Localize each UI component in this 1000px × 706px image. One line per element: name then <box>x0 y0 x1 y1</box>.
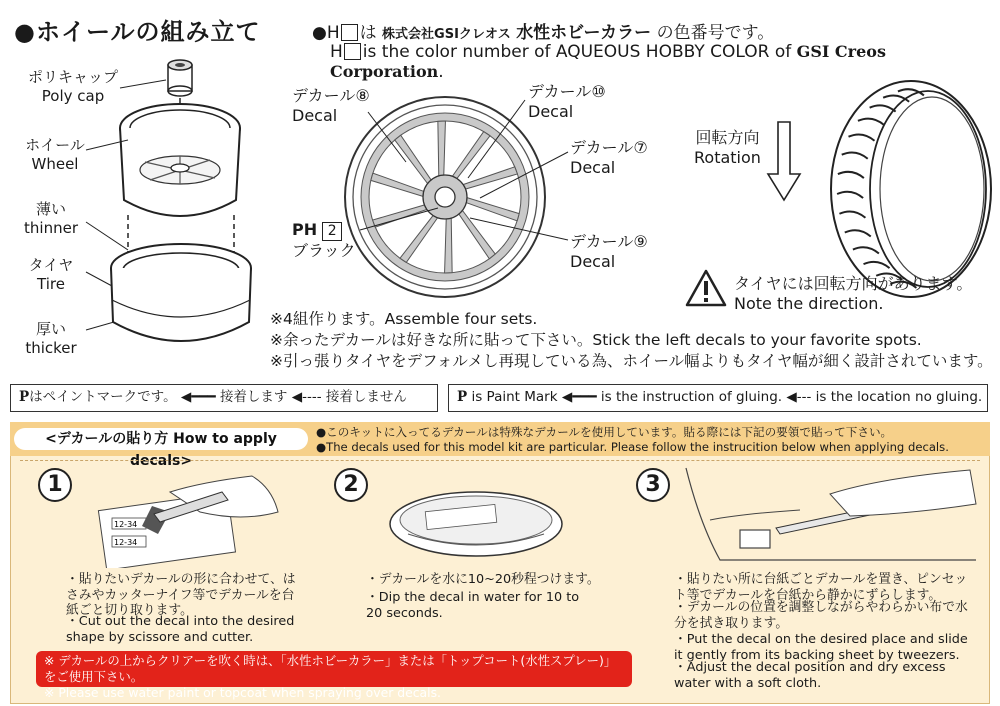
decal-7-label: デカール⑦ Decal <box>570 138 648 177</box>
thicker-label: 厚い thicker <box>25 320 77 357</box>
step-1-text-en: ・Cut out the decal into the desired shape by scissore and cutter. <box>66 614 295 645</box>
step-3-number: 3 <box>636 468 670 502</box>
thinner-label: 薄い thinner <box>24 200 78 237</box>
decal-9-label: デカール⑨ Decal <box>570 232 648 271</box>
note-line: ※引っ張りタイヤをデフォルメし再現している為、ホイール幅よりもタイヤ幅が細く設計されています。 <box>270 352 993 370</box>
rotation-label: 回転方向 Rotation <box>694 128 761 167</box>
color-note-en: H is the color number of AQUEOUS HOBBY COLOR of GSI Creos Corporation. <box>330 42 886 82</box>
step-3-text-jp: ・貼りたい所に台紙ごとデカールを置き、ピンセット等でデカールを台紙から静かにずらします。 <box>674 572 968 603</box>
legend-jp: Pはペイントマークです。 ◀━━━ 接着します ◀‐‐‐‐ 接着しません <box>10 384 438 412</box>
wheel-label: ホイール Wheel <box>25 136 85 173</box>
assembly-notes <box>270 309 993 372</box>
decal-10-label: デカール⑩ Decal <box>528 82 606 121</box>
decal-8-label: デカール⑧ Decal <box>292 86 370 125</box>
color-number-box <box>344 43 361 60</box>
step-1-illustration <box>82 462 282 568</box>
paint-mark-label: PH 2 ブラック <box>292 220 356 260</box>
rotation-arrow-icon <box>764 116 804 206</box>
polycap-illustration <box>168 60 192 96</box>
legend-en: P is Paint Mark ◀━━━ is the instruction of gluing. ◀‐‐‐ is the location no gluing. <box>448 384 988 412</box>
step-1-number: 1 <box>38 468 72 502</box>
step-2-number: 2 <box>334 468 368 502</box>
page-title: ●ホイールの組み立て <box>14 18 261 46</box>
color-note-jp: ●H は 株式会社GSIクレオス 水性ホビーカラー の色番号です。 <box>312 23 775 43</box>
tire-label: タイヤ Tire <box>28 256 74 293</box>
step-2-text-jp: ・デカールを水に10~20秒程つけます。 <box>366 572 600 587</box>
tire-tread-illustration <box>806 76 996 302</box>
step-2-illustration <box>386 480 566 562</box>
divider <box>20 460 980 461</box>
tire-illustration <box>111 244 251 341</box>
svg-text:12-34: 12-34 <box>114 538 138 547</box>
warning-banner: ※ デカールの上からクリアーを吹く時は、「水性ホビーカラー」または「トップコート(水性スプレー)」をご使用下さい。 ※ Please use water paint or topcoat when spraying over decals. <box>36 651 632 687</box>
step-2-text-en: ・Dip the decal in water for 10 to 20 seconds. <box>366 590 580 621</box>
step-3-text-jp-2: ・デカールの位置を調整しながらやわらかい布で水分を拭き取ります。 <box>674 600 968 631</box>
note-line: ※余ったデカールは好きな所に貼って下さい。Stick the left decals to your favorite spots. <box>270 331 922 349</box>
step-3-illustration <box>680 464 980 568</box>
warning-triangle-icon <box>684 268 728 308</box>
wheel-illustration <box>120 104 240 216</box>
color-number-box <box>341 24 358 41</box>
step-1-text-jp: ・貼りたいデカールの形に合わせて、はさみやカッターナイフ等でデカールを台紙ごと切り取ります。 <box>66 572 296 618</box>
step-3-text-en: ・Put the decal on the desired place and slide it gently from its backing sheet by tweezers. <box>674 632 968 663</box>
polycap-label: ポリキャップ Poly cap <box>28 68 119 105</box>
svg-text:12-34: 12-34 <box>114 520 138 529</box>
how-to-note: ●このキットに入ってるデカールは特殊なデカールを使用しています。貼る際には下記の要領で貼って下さい。 ●The decals used for this model kit are particular. Please follow the instrucition below when applying decals. <box>316 425 949 454</box>
direction-note: タイヤには回転方向があります。 Note the direction. <box>734 274 973 313</box>
step-3-text-en-2: ・Adjust the decal position and dry excess water with a soft cloth. <box>674 660 946 691</box>
note-line: ※4組作ります。Assemble four sets. <box>270 310 538 328</box>
how-to-title: <デカールの貼り方 How to apply decals> <box>14 428 308 450</box>
